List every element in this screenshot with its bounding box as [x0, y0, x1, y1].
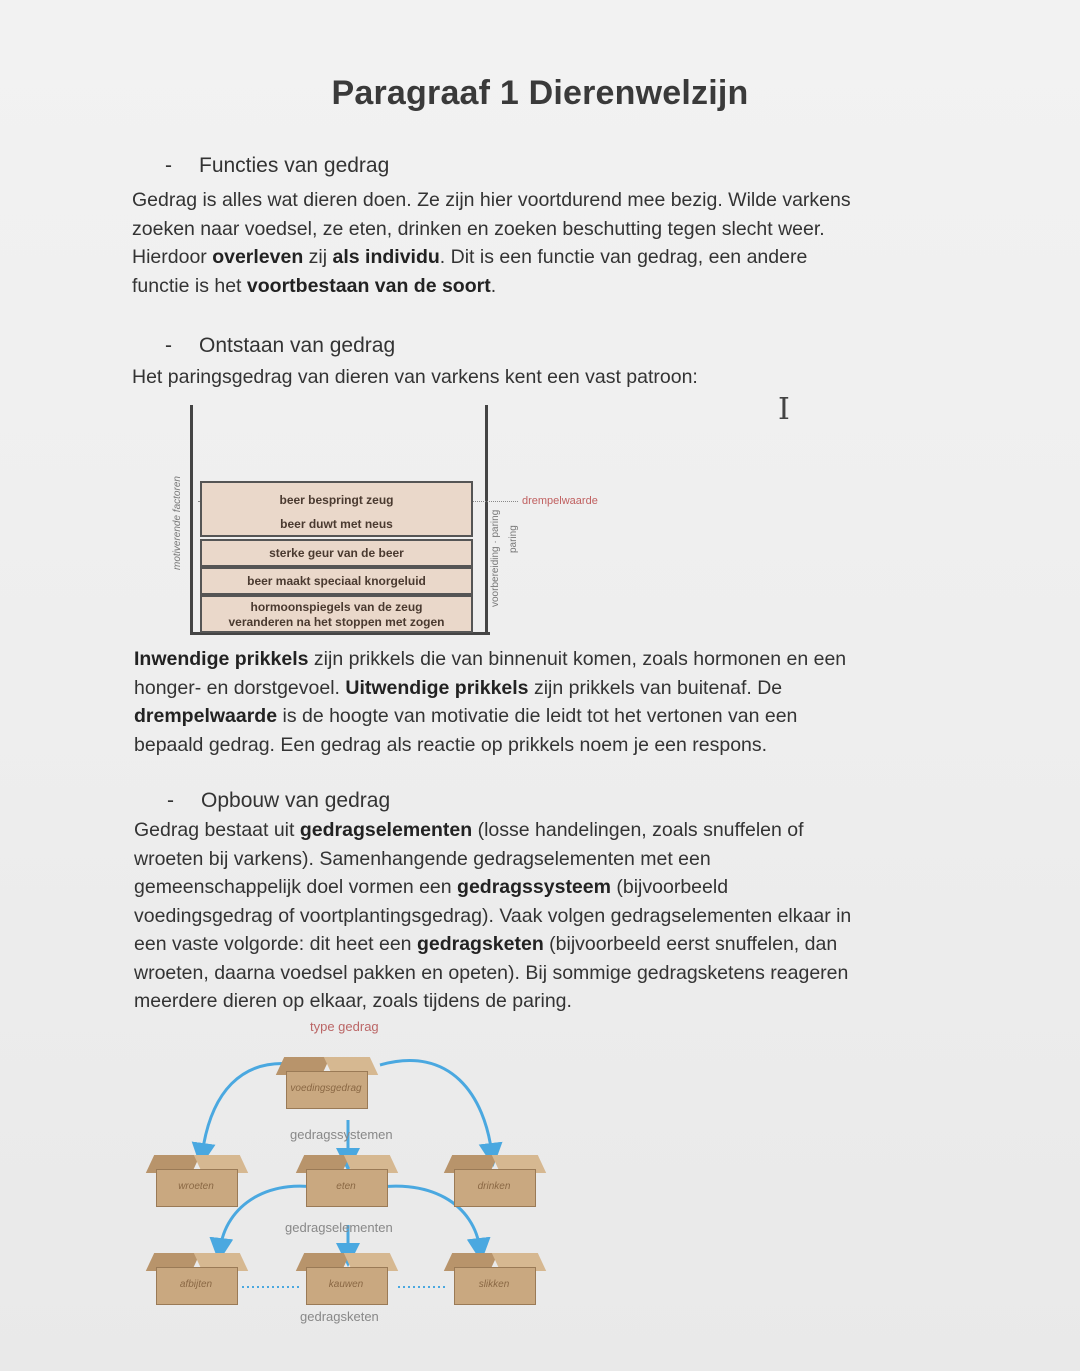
heading-text: Functies van gedrag — [199, 154, 390, 177]
text-line: wroeten, daarna voedsel pakken en opeten). Bij sommige gedragsketens reageren — [134, 961, 849, 984]
text-line: Gedrag bestaat uit gedragselementen (losse handelingen, zoals snuffelen of — [134, 819, 804, 841]
stimulus-stack — [200, 481, 473, 633]
text-line: meerdere dieren op elkaar, zoals tijdens de paring. — [134, 990, 572, 1012]
box-chain-element: afbijten — [150, 1253, 242, 1305]
text-line: een vaste volgorde: dit heet een gedragsketen (bijvoorbeeld eerst snuffelen, dan — [134, 933, 838, 955]
text-line: voedingsgedrag of voortplantingsgedrag). Vaak volgen gedragselementen elkaar in — [134, 904, 852, 927]
text-line: bepaald gedrag. Een gedrag als reactie op prikkels noem je een respons. — [134, 733, 768, 756]
bullet-dash: - — [165, 154, 172, 177]
bullet-dash: - — [167, 789, 174, 812]
section-heading-opbouw — [167, 789, 390, 813]
stimulus-box: beer bespringt zeug beer duwt met neus — [200, 481, 473, 537]
arrow — [380, 1061, 492, 1155]
paragraph-functies — [132, 186, 851, 300]
box-element: wroeten — [150, 1155, 242, 1207]
box-element: drinken — [448, 1155, 540, 1207]
y-axis-label: motiverende factoren — [172, 476, 183, 570]
systems-label: gedragssystemen — [290, 1127, 393, 1142]
paragraph-intro: Het paringsgedrag van dieren van varkens kent een vast patroon: — [132, 366, 698, 388]
paragraph-opbouw — [134, 816, 851, 1016]
heading-text: Opbouw van gedrag — [201, 789, 391, 812]
box-chain-element: kauwen — [300, 1253, 392, 1305]
right-axis-label-paring: paring — [508, 525, 519, 553]
section-heading-ontstaan — [165, 334, 395, 358]
behaviour-structure-diagram — [130, 1015, 560, 1335]
text-line: zoeken naar voedsel, ze eten, drinken en zoeken beschutting tegen slecht weer. — [132, 217, 825, 240]
text-line: wroeten bij varkens). Samenhangende gedragselementen met een — [134, 847, 711, 870]
stimulus-box: hormoonspiegels van de zeug veranderen na het stoppen met zogen — [200, 595, 473, 633]
box-chain-element: slikken — [448, 1253, 540, 1305]
text-line: Inwendige prikkels zijn prikkels die van binnenuit komen, zoals hormonen en een — [134, 648, 847, 670]
text-cursor-icon: I — [778, 392, 790, 427]
bullet-dash: - — [165, 334, 172, 357]
text-line: Gedrag is alles wat dieren doen. Ze zijn hier voortdurend mee bezig. Wilde varkens — [132, 189, 851, 211]
frame-right — [485, 405, 488, 635]
threshold-label: drempelwaarde — [522, 495, 598, 507]
stimulus-box: beer maakt speciaal knorgeluid — [200, 567, 473, 595]
right-axis-label: voorbereiding · paring — [490, 509, 501, 607]
text-line: gemeenschappelijk doel vormen een gedragssysteem (bijvoorbeeld — [134, 876, 729, 898]
text-line: Hierdoor overleven zij als individu. Dit is een functie van gedrag, een andere — [132, 246, 808, 268]
section-heading-functies — [165, 154, 389, 178]
frame-left — [190, 405, 193, 635]
elements-label: gedragselementen — [285, 1220, 393, 1235]
text-line: drempelwaarde is de hoogte van motivatie die leidt tot het vertonen van een — [134, 705, 798, 727]
page-title: Paragraaf 1 Dierenwelzijn — [331, 74, 749, 112]
heading-text: Ontstaan van gedrag — [199, 334, 396, 357]
type-label: type gedrag — [310, 1019, 379, 1034]
box-element: eten — [300, 1155, 392, 1207]
paragraph-prikkels — [134, 645, 846, 759]
text-line: functie is het voortbestaan van de soort. — [132, 274, 497, 297]
box-voedingsgedrag: voedingsgedrag — [280, 1057, 372, 1109]
chain-label: gedragsketen — [300, 1309, 379, 1324]
mating-pattern-diagram — [150, 395, 670, 645]
text-line: honger- en dorstgevoel. Uitwendige prikkels zijn prikkels van buitenaf. De — [134, 676, 783, 699]
stimulus-box: sterke geur van de beer — [200, 539, 473, 567]
